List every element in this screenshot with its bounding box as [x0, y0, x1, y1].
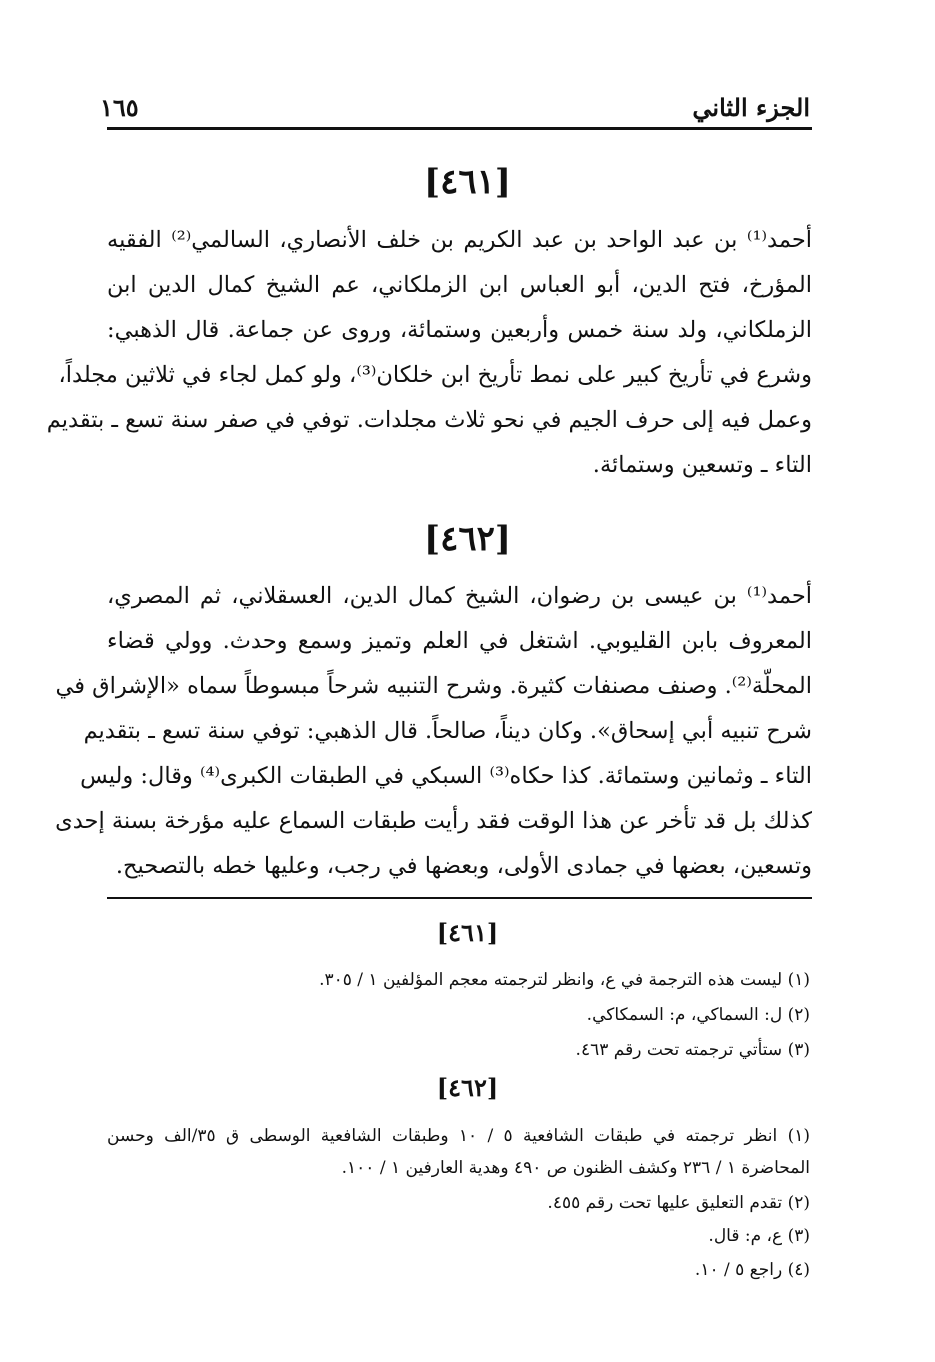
footnote: (٣) ع، م: قال. [708, 1226, 810, 1246]
text-line: أحمد⁽¹⁾ بن عبد الواحد بن عبد الكريم بن خلف الأنصاري، السالمي⁽²⁾ الفقيه [107, 227, 812, 253]
page-number: ١٦٥ [100, 93, 139, 122]
text-line: وشرع في تأريخ كبير على نمط تأريخ ابن خلكان⁽³⁾، ولو كمل لجاء في ثلاثين مجلداً، [58, 362, 812, 388]
footnote: (٣) ستأتي ترجمته تحت رقم ٤٦٣. [575, 1040, 810, 1060]
text-line: كذلك بل قد تأخر عن هذا الوقت فقد رأيت طبقات السماع عليه مؤرخة بسنة إحدى [55, 808, 812, 834]
text-line: وعمل فيه إلى حرف الجيم في نحو ثلاث مجلدات. توفي في صفر سنة تسع ـ بتقديم [46, 407, 812, 433]
header-rule [107, 127, 812, 130]
text-line: وتسعين، بعضها في جمادى الأولى، وبعضها في رجب، وعليها خطه بالتصحيح. [115, 853, 812, 879]
footnotes-rule [107, 897, 812, 899]
running-title: الجزء الثاني [692, 93, 810, 122]
footnote: (١) انظر ترجمته في طبقات الشافعية ٥ / ١٠ وطبقات الشافعية الوسطى ق ٣٥/الف وحسن المحاضرة ١ / ٢٣٦ وكشف الظنون ص ٤٩٠ وهدية العارفين ١ / ١٠٠. [107, 1126, 810, 1178]
footnote: (٢) تقدم التعليق عليها تحت رقم ٤٥٥. [547, 1193, 810, 1213]
entry-body-461 [46, 218, 812, 488]
text-line: المؤرخ، فتح الدين، أبو العباس ابن الزملكاني، عم الشيخ كمال الدين ابن [107, 272, 812, 298]
footnote: (٢) ل: السماكي، م: السمكاكي. [586, 1005, 810, 1025]
footnote: (٤) راجع ٥ / ١٠. [694, 1260, 810, 1280]
page-header [100, 78, 810, 122]
text-line: الزملكاني، ولد سنة خمس وأربعين وستمائة، وروى عن جماعة. قال الذهبي: [107, 317, 812, 343]
text-line: المحلّة⁽²⁾. وصنف مصنفات كثيرة. وشرح التنبيه شرحاً مبسوطاً سماه «الإشراق في [55, 673, 812, 699]
text-line: التاء ـ وتسعين وستمائة. [592, 452, 812, 478]
entry-number-462: [٤٦٢] [424, 519, 511, 559]
text-line: شرح تنبيه أبي إسحاق». وكان ديناً، صالحاً. قال الذهبي: توفي سنة تسع ـ بتقديم [83, 718, 812, 744]
text-line: التاء ـ وثمانين وستمائة. كذا حكاه⁽³⁾ السبكي في الطبقات الكبرى⁽⁴⁾ وقال: وليس [80, 763, 812, 789]
footnotes-number-461: [٤٦١] [436, 918, 499, 947]
text-line: أحمد⁽¹⁾ بن عيسى بن رضوان، الشيخ كمال الدين، العسقلاني، ثم المصري، [107, 583, 812, 609]
footnotes-number-462: [٤٦٢] [436, 1073, 499, 1102]
footnote: (١) ليست هذه الترجمة في ع، وانظر لترجمته معجم المؤلفين ١ / ٣٠٥. [319, 970, 810, 990]
text-line: المعروف بابن القليوبي. اشتغل في العلم وتميز وسمع وحدث. وولي قضاء [107, 628, 812, 654]
entry-body-462 [55, 574, 812, 889]
entry-number-461: [٤٦١] [424, 162, 511, 202]
